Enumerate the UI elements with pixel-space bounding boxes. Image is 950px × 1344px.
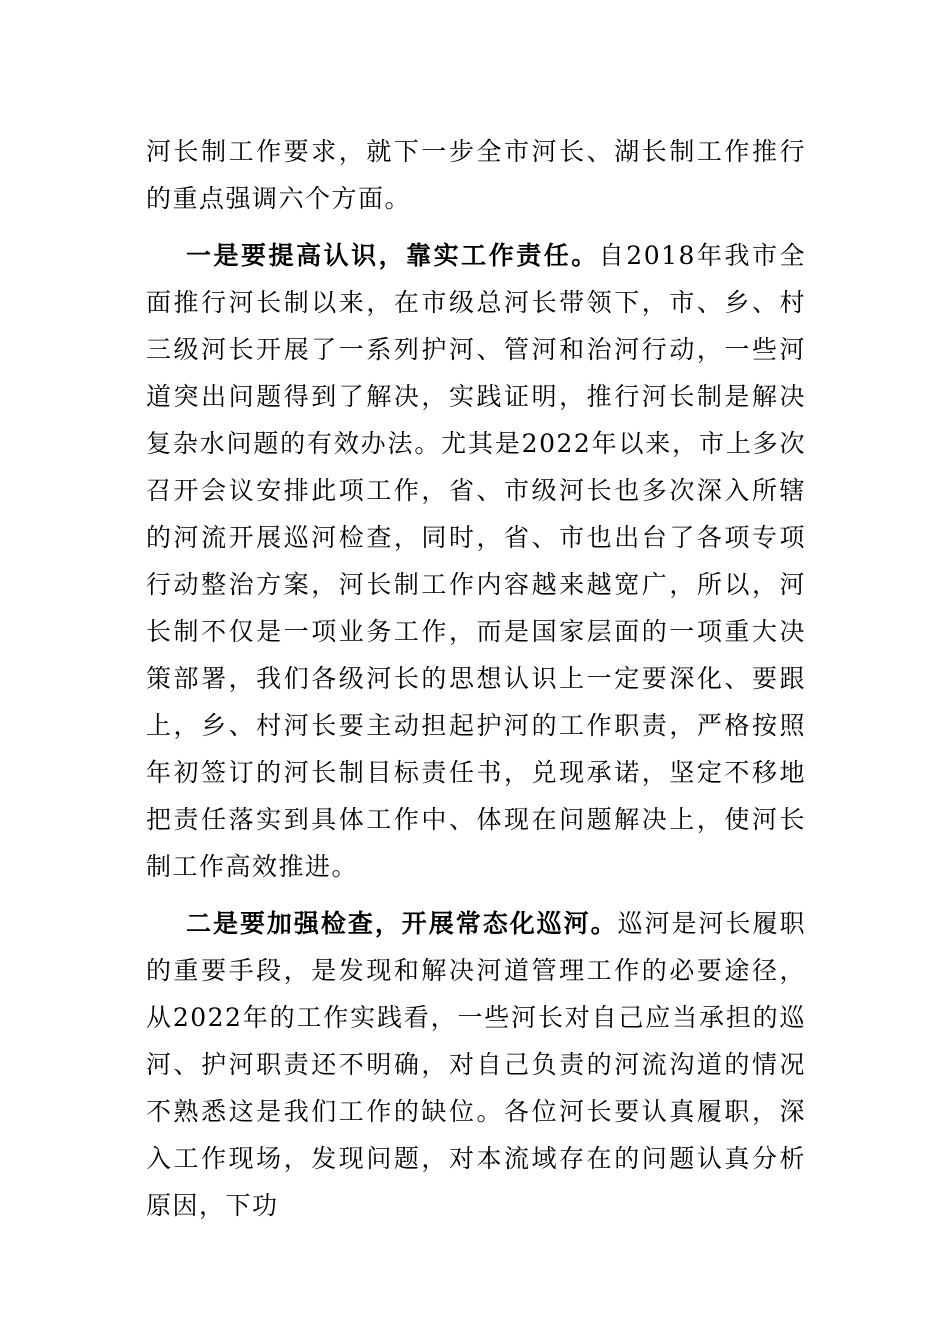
paragraph-point-two — [146, 900, 806, 1229]
document-body — [146, 128, 806, 1229]
paragraph-lead-heading: 一是要提高认识，靠实工作责任。 — [186, 241, 599, 270]
paragraph-text: 自2018年我市全面推行河长制以来，在市级总河长带领下，市、乡、村三级河长开展了一系列护河、管河和治河行动，一些河道突出问题得到了解决，实践证明，推行河长制是解决复杂水问题的有效办法。尤其是2022年以来，市上多次召开会议安排此项工作，省、市级河长也多次深入所辖的河流开展巡河检查，同时，省、市也出台了各项专项行动整治方案，河长制工作内容越来越宽广，所以，河长制不仅是一项业务工作，而是国家层面的一项重大决策部署，我们各级河长的思想认识上一定要深化、要跟上，乡、村河长要主动担起护河的工作职责，严格按照年初签订的河长制目标责任书，兑现承诺，坚定不移地把责任落实到具体工作中、体现在问题解决上，使河长制工作高效推进。 — [146, 241, 806, 881]
paragraph-lead-heading: 二是要加强检查，开展常态化巡河。 — [186, 909, 618, 938]
paragraph-text: 巡河是河长履职的重要手段，是发现和解决河道管理工作的必要途径，从2022年的工作实践看，一些河长对自己应当承担的巡河、护河职责还不明确，对自己负责的河流沟道的情况不熟悉这是我们工作的缺位。各位河长要认真履职，深入工作现场，发现问题，对本流域存在的问题认真分析原因，下功 — [146, 909, 806, 1220]
paragraph-continuation — [146, 128, 806, 222]
paragraph-text: 河长制工作要求，就下一步全市河长、湖长制工作推行的重点强调六个方面。 — [146, 137, 806, 213]
paragraph-point-one — [146, 232, 806, 890]
